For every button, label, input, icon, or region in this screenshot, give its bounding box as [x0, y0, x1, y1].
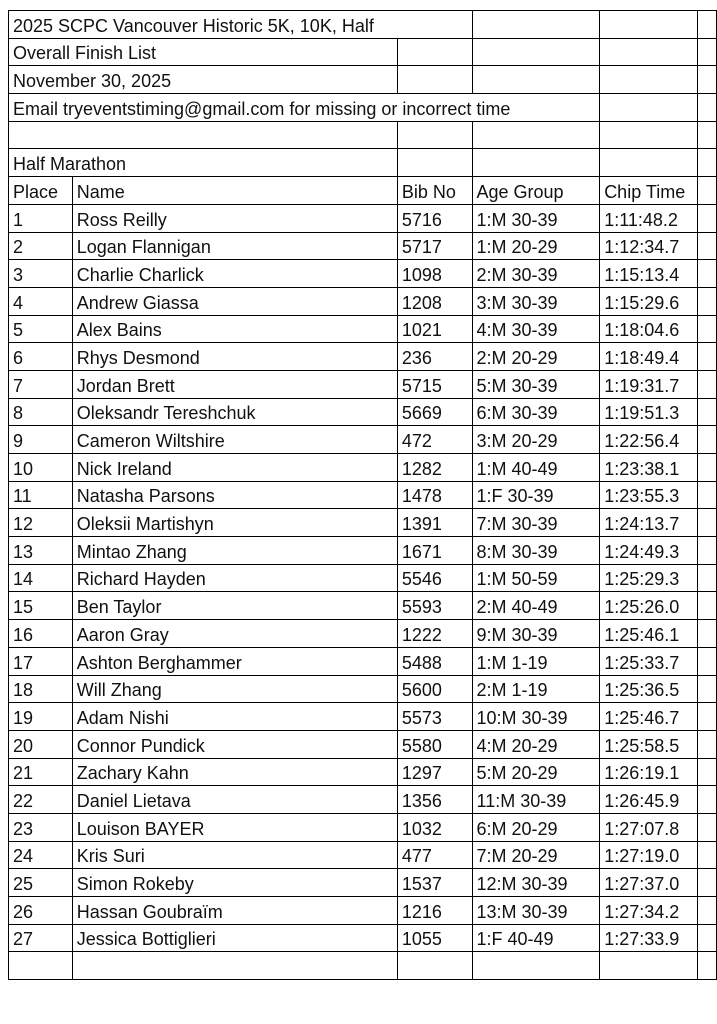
- age-group-cell: 5:M 30-39: [472, 370, 600, 398]
- table-row: [9, 758, 717, 786]
- list-title: Overall Finish List: [9, 38, 398, 66]
- age-group-cell: 2:M 30-39: [472, 260, 600, 288]
- chip-time-cell: 1:23:38.1: [600, 454, 697, 482]
- empty-cell: [697, 897, 716, 925]
- empty-cell: [697, 94, 716, 122]
- place-cell: 3: [9, 260, 73, 288]
- empty-cell: [697, 121, 716, 149]
- chip-time-cell: 1:25:29.3: [600, 564, 697, 592]
- empty-cell: [697, 703, 716, 731]
- name-cell: Jessica Bottiglieri: [72, 924, 397, 952]
- place-cell: 25: [9, 869, 73, 897]
- place-cell: 9: [9, 426, 73, 454]
- table-row: [9, 869, 717, 897]
- empty-cell: [600, 66, 697, 94]
- name-cell: Ross Reilly: [72, 204, 397, 232]
- name-cell: Aaron Gray: [72, 620, 397, 648]
- place-cell: 1: [9, 204, 73, 232]
- chip-time-cell: 1:27:19.0: [600, 841, 697, 869]
- empty-cell: [472, 149, 600, 177]
- chip-time-cell: 1:26:45.9: [600, 786, 697, 814]
- place-cell: 17: [9, 647, 73, 675]
- header-row-title: [9, 11, 717, 39]
- bib-cell: 5546: [397, 564, 472, 592]
- column-header-place: Place: [9, 177, 73, 205]
- empty-cell: [697, 813, 716, 841]
- empty-cell: [397, 149, 472, 177]
- age-group-cell: 6:M 20-29: [472, 813, 600, 841]
- age-group-cell: 3:M 30-39: [472, 287, 600, 315]
- name-cell: Mintao Zhang: [72, 537, 397, 565]
- chip-time-cell: 1:24:49.3: [600, 537, 697, 565]
- bib-cell: 5593: [397, 592, 472, 620]
- empty-cell: [397, 66, 472, 94]
- table-row: [9, 232, 717, 260]
- table-row: [9, 786, 717, 814]
- bib-cell: 5717: [397, 232, 472, 260]
- chip-time-cell: 1:27:33.9: [600, 924, 697, 952]
- table-row: [9, 398, 717, 426]
- age-group-cell: 11:M 30-39: [472, 786, 600, 814]
- bib-cell: 5573: [397, 703, 472, 731]
- empty-cell: [697, 592, 716, 620]
- place-cell: 2: [9, 232, 73, 260]
- place-cell: 19: [9, 703, 73, 731]
- bib-cell: 1297: [397, 758, 472, 786]
- age-group-cell: 6:M 30-39: [472, 398, 600, 426]
- empty-cell: [397, 38, 472, 66]
- name-cell: Richard Hayden: [72, 564, 397, 592]
- age-group-cell: 1:M 30-39: [472, 204, 600, 232]
- bib-cell: [397, 952, 472, 980]
- chip-time-cell: 1:26:19.1: [600, 758, 697, 786]
- empty-cell: [697, 481, 716, 509]
- place-cell: 12: [9, 509, 73, 537]
- empty-cell: [697, 952, 716, 980]
- bib-cell: 5580: [397, 730, 472, 758]
- section-title: Half Marathon: [9, 149, 398, 177]
- age-group-cell: 1:F 40-49: [472, 924, 600, 952]
- bib-cell: 1216: [397, 897, 472, 925]
- empty-cell: [697, 11, 716, 39]
- column-header-name: Name: [72, 177, 397, 205]
- place-cell: 15: [9, 592, 73, 620]
- empty-cell: [600, 149, 697, 177]
- empty-cell: [697, 204, 716, 232]
- empty-cell: [697, 786, 716, 814]
- empty-cell: [472, 38, 600, 66]
- place-cell: 13: [9, 537, 73, 565]
- table-row: [9, 537, 717, 565]
- age-group-cell: 7:M 20-29: [472, 841, 600, 869]
- empty-cell: [697, 509, 716, 537]
- bib-cell: 1537: [397, 869, 472, 897]
- chip-time-cell: 1:18:49.4: [600, 343, 697, 371]
- bib-cell: 1032: [397, 813, 472, 841]
- place-cell: 18: [9, 675, 73, 703]
- place-cell: 14: [9, 564, 73, 592]
- age-group-cell: 4:M 20-29: [472, 730, 600, 758]
- table-row: [9, 204, 717, 232]
- bib-cell: 5600: [397, 675, 472, 703]
- place-cell: 24: [9, 841, 73, 869]
- name-cell: Simon Rokeby: [72, 869, 397, 897]
- empty-cell: [472, 66, 600, 94]
- name-cell: Charlie Charlick: [72, 260, 397, 288]
- chip-time-cell: 1:27:07.8: [600, 813, 697, 841]
- chip-time-cell: 1:15:13.4: [600, 260, 697, 288]
- age-group-cell: [472, 952, 600, 980]
- age-group-cell: 10:M 30-39: [472, 703, 600, 731]
- table-row: [9, 343, 717, 371]
- empty-cell: [697, 287, 716, 315]
- empty-cell: [697, 675, 716, 703]
- age-group-cell: 3:M 20-29: [472, 426, 600, 454]
- age-group-cell: 2:M 40-49: [472, 592, 600, 620]
- table-row: [9, 620, 717, 648]
- header-row-subtitle: [9, 38, 717, 66]
- bib-cell: 5716: [397, 204, 472, 232]
- empty-cell: [697, 869, 716, 897]
- empty-cell: [697, 841, 716, 869]
- name-cell: Will Zhang: [72, 675, 397, 703]
- empty-cell: [9, 121, 398, 149]
- table-row: [9, 454, 717, 482]
- chip-time-cell: 1:25:33.7: [600, 647, 697, 675]
- chip-time-cell: 1:25:26.0: [600, 592, 697, 620]
- empty-cell: [697, 647, 716, 675]
- table-row: [9, 647, 717, 675]
- name-cell: Ashton Berghammer: [72, 647, 397, 675]
- age-group-cell: 5:M 20-29: [472, 758, 600, 786]
- place-cell: 23: [9, 813, 73, 841]
- name-cell: Rhys Desmond: [72, 343, 397, 371]
- age-group-cell: 7:M 30-39: [472, 509, 600, 537]
- table-row: [9, 924, 717, 952]
- table-row: [9, 509, 717, 537]
- table-row: [9, 564, 717, 592]
- place-cell: 7: [9, 370, 73, 398]
- column-header-chip-time: Chip Time: [600, 177, 697, 205]
- bib-cell: 1671: [397, 537, 472, 565]
- empty-cell: [600, 11, 697, 39]
- name-cell: Alex Bains: [72, 315, 397, 343]
- empty-cell: [697, 370, 716, 398]
- table-row: [9, 426, 717, 454]
- empty-cell: [600, 38, 697, 66]
- empty-cell: [697, 38, 716, 66]
- bib-cell: 1208: [397, 287, 472, 315]
- bib-cell: 472: [397, 426, 472, 454]
- table-row: [9, 592, 717, 620]
- name-cell: Natasha Parsons: [72, 481, 397, 509]
- chip-time-cell: [600, 952, 697, 980]
- age-group-cell: 13:M 30-39: [472, 897, 600, 925]
- column-header-row: [9, 177, 717, 205]
- age-group-cell: 1:F 30-39: [472, 481, 600, 509]
- place-cell: 6: [9, 343, 73, 371]
- age-group-cell: 8:M 30-39: [472, 537, 600, 565]
- place-cell: 26: [9, 897, 73, 925]
- empty-cell: [697, 730, 716, 758]
- chip-time-cell: 1:27:34.2: [600, 897, 697, 925]
- empty-cell: [697, 924, 716, 952]
- chip-time-cell: 1:19:31.7: [600, 370, 697, 398]
- empty-cell: [697, 315, 716, 343]
- age-group-cell: 1:M 40-49: [472, 454, 600, 482]
- name-cell: Logan Flannigan: [72, 232, 397, 260]
- bib-cell: 5715: [397, 370, 472, 398]
- age-group-cell: 2:M 1-19: [472, 675, 600, 703]
- place-cell: 22: [9, 786, 73, 814]
- table-row: [9, 287, 717, 315]
- event-title: 2025 SCPC Vancouver Historic 5K, 10K, Half: [9, 11, 473, 39]
- place-cell: 4: [9, 287, 73, 315]
- chip-time-cell: 1:15:29.6: [600, 287, 697, 315]
- chip-time-cell: 1:25:46.1: [600, 620, 697, 648]
- place-cell: 5: [9, 315, 73, 343]
- name-cell: Nick Ireland: [72, 454, 397, 482]
- empty-cell: [697, 177, 716, 205]
- bib-cell: 1021: [397, 315, 472, 343]
- blank-row: [9, 121, 717, 149]
- header-row-date: [9, 66, 717, 94]
- age-group-cell: 1:M 50-59: [472, 564, 600, 592]
- table-row: [9, 730, 717, 758]
- column-header-age-group: Age Group: [472, 177, 600, 205]
- bib-cell: 5488: [397, 647, 472, 675]
- table-row: [9, 260, 717, 288]
- bib-cell: 1391: [397, 509, 472, 537]
- place-cell: 8: [9, 398, 73, 426]
- place-cell: 20: [9, 730, 73, 758]
- chip-time-cell: 1:19:51.3: [600, 398, 697, 426]
- table-row: [9, 841, 717, 869]
- empty-cell: [697, 260, 716, 288]
- empty-cell: [697, 398, 716, 426]
- place-cell: 27: [9, 924, 73, 952]
- empty-cell: [600, 121, 697, 149]
- table-row: [9, 703, 717, 731]
- name-cell: Adam Nishi: [72, 703, 397, 731]
- name-cell: Daniel Lietava: [72, 786, 397, 814]
- age-group-cell: 2:M 20-29: [472, 343, 600, 371]
- bib-cell: 5669: [397, 398, 472, 426]
- age-group-cell: 12:M 30-39: [472, 869, 600, 897]
- contact-note: Email tryeventstiming@gmail.com for missing or incorrect time: [9, 94, 600, 122]
- column-header-bib: Bib No: [397, 177, 472, 205]
- empty-cell: [697, 232, 716, 260]
- bib-cell: 1222: [397, 620, 472, 648]
- name-cell: Andrew Giassa: [72, 287, 397, 315]
- place-cell: 11: [9, 481, 73, 509]
- results-sheet: [8, 10, 717, 980]
- place-cell: 16: [9, 620, 73, 648]
- name-cell: Oleksii Martishyn: [72, 509, 397, 537]
- bib-cell: 1478: [397, 481, 472, 509]
- age-group-cell: 9:M 30-39: [472, 620, 600, 648]
- age-group-cell: 1:M 20-29: [472, 232, 600, 260]
- bib-cell: 1055: [397, 924, 472, 952]
- empty-cell: [397, 121, 472, 149]
- name-cell: Cameron Wiltshire: [72, 426, 397, 454]
- name-cell: [72, 952, 397, 980]
- empty-cell: [697, 758, 716, 786]
- chip-time-cell: 1:25:58.5: [600, 730, 697, 758]
- empty-cell: [472, 11, 600, 39]
- bib-cell: 1356: [397, 786, 472, 814]
- name-cell: Kris Suri: [72, 841, 397, 869]
- table-row: [9, 813, 717, 841]
- empty-cell: [600, 94, 697, 122]
- table-row: [9, 481, 717, 509]
- chip-time-cell: 1:11:48.2: [600, 204, 697, 232]
- name-cell: Jordan Brett: [72, 370, 397, 398]
- place-cell: [9, 952, 73, 980]
- chip-time-cell: 1:23:55.3: [600, 481, 697, 509]
- empty-cell: [697, 426, 716, 454]
- place-cell: 21: [9, 758, 73, 786]
- chip-time-cell: 1:25:36.5: [600, 675, 697, 703]
- table-row: [9, 675, 717, 703]
- section-row: [9, 149, 717, 177]
- header-row-contact: [9, 94, 717, 122]
- empty-cell: [697, 149, 716, 177]
- bib-cell: 1282: [397, 454, 472, 482]
- bib-cell: 236: [397, 343, 472, 371]
- table-row: [9, 315, 717, 343]
- age-group-cell: 1:M 1-19: [472, 647, 600, 675]
- table-row: [9, 897, 717, 925]
- age-group-cell: 4:M 30-39: [472, 315, 600, 343]
- empty-cell: [697, 343, 716, 371]
- chip-time-cell: 1:18:04.6: [600, 315, 697, 343]
- name-cell: Oleksandr Tereshchuk: [72, 398, 397, 426]
- empty-cell: [697, 454, 716, 482]
- name-cell: Connor Pundick: [72, 730, 397, 758]
- empty-cell: [697, 66, 716, 94]
- event-date: November 30, 2025: [9, 66, 398, 94]
- bib-cell: 477: [397, 841, 472, 869]
- name-cell: Ben Taylor: [72, 592, 397, 620]
- place-cell: 10: [9, 454, 73, 482]
- bib-cell: 1098: [397, 260, 472, 288]
- table-row: [9, 370, 717, 398]
- chip-time-cell: 1:12:34.7: [600, 232, 697, 260]
- chip-time-cell: 1:25:46.7: [600, 703, 697, 731]
- name-cell: Louison BAYER: [72, 813, 397, 841]
- name-cell: Zachary Kahn: [72, 758, 397, 786]
- empty-cell: [697, 564, 716, 592]
- table-row: [9, 952, 717, 980]
- name-cell: Hassan Goubraïm: [72, 897, 397, 925]
- empty-cell: [697, 620, 716, 648]
- chip-time-cell: 1:27:37.0: [600, 869, 697, 897]
- empty-cell: [472, 121, 600, 149]
- empty-cell: [697, 537, 716, 565]
- chip-time-cell: 1:22:56.4: [600, 426, 697, 454]
- chip-time-cell: 1:24:13.7: [600, 509, 697, 537]
